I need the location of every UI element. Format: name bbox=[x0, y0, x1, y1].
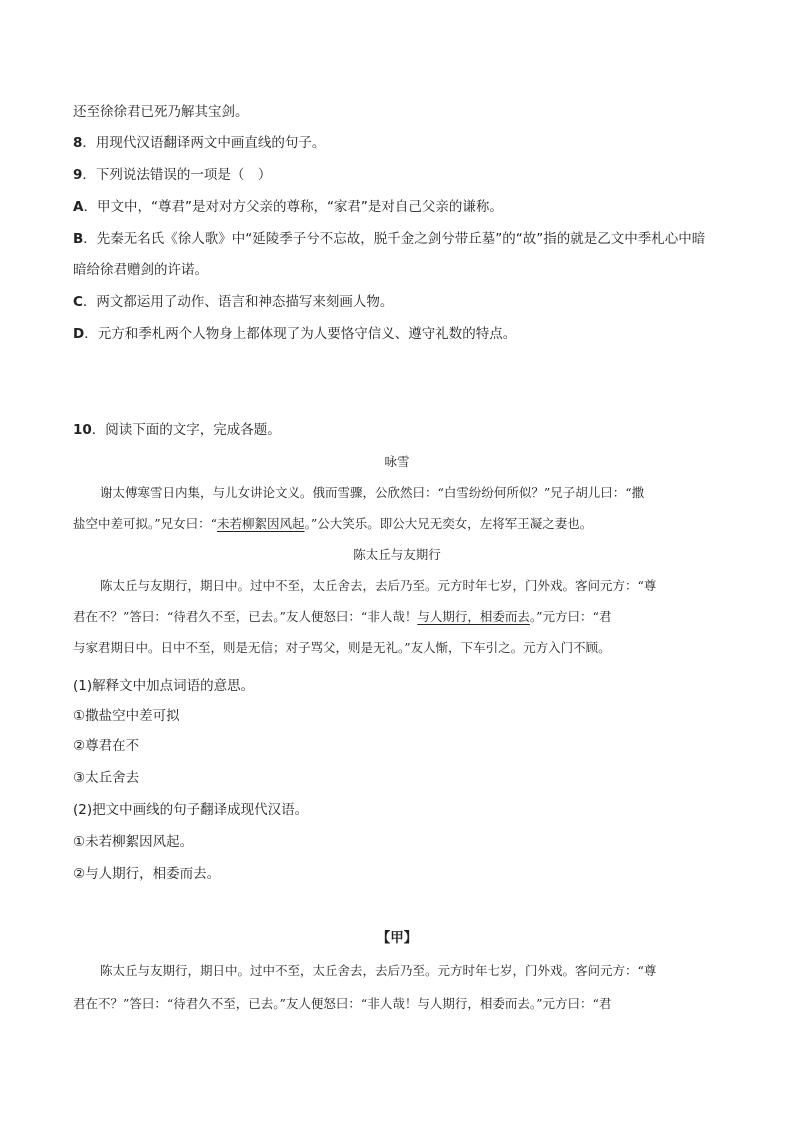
option-text: ．甲文中，“尊君”是对对方父亲的尊称，“家君”是对自己父亲的谦称。 bbox=[83, 199, 503, 215]
question-number: 8 bbox=[73, 135, 83, 151]
passage-title-chentaiqiu: 陈太丘与友期行 bbox=[353, 547, 441, 562]
option-letter: A bbox=[73, 199, 84, 215]
question-10 bbox=[73, 421, 281, 439]
underlined-sentence: 与人期行，相委而去 bbox=[417, 609, 530, 624]
sub-item: ②尊君在不 bbox=[73, 738, 140, 754]
passage-title-yongxue: 咏雪 bbox=[384, 454, 410, 469]
option-c bbox=[73, 293, 393, 311]
passage-text: 。”公大笑乐。即公大兄无奕女，左将军王凝之妻也。 bbox=[304, 516, 593, 531]
passage-line: 谢太傅寒雪日内集，与儿女讲论文义。俄而雪骤，公欣然曰：“白雪纷纷何所似？”兄子胡儿曰：“撒 bbox=[100, 485, 645, 500]
question-intro-tail: 还至徐徐君已死乃解其宝剑。 bbox=[73, 104, 249, 120]
sub-item: ③太丘舍去 bbox=[73, 770, 140, 786]
option-letter: D bbox=[73, 326, 85, 342]
question-text: ．用现代汉语翻译两文中画直线的句子。 bbox=[82, 135, 326, 151]
option-letter: B bbox=[73, 231, 84, 247]
section-heading-jia: 【甲】 bbox=[376, 930, 418, 946]
option-a bbox=[73, 198, 503, 216]
passage-line: 与家君期日中。日中不至，则是无信；对子骂父，则是无礼。”友人惭，下车引之。元方入门不顾。 bbox=[73, 640, 611, 655]
sub-item: ②与人期行，相委而去。 bbox=[73, 866, 221, 882]
passage-line: 陈太丘与友期行，期日中。过中不至，太丘舍去，去后乃至。元方时年七岁，门外戏。客问元方：“尊 bbox=[100, 963, 657, 978]
passage-line: 君在不？”答曰：“待君久不至，已去。”友人便怒曰：“非人哉！与人期行，相委而去。”元方曰：“君 bbox=[73, 996, 612, 1011]
option-letter: C bbox=[73, 294, 83, 310]
underlined-sentence: 未若柳絮因风起 bbox=[217, 516, 305, 531]
question-text: ．下列说法错误的一项是（ ） bbox=[82, 167, 272, 183]
option-text: ．元方和季札两个人物身上都体现了为人要恪守信义、遵守礼数的特点。 bbox=[84, 326, 517, 342]
question-8 bbox=[73, 134, 325, 152]
sub-item: ①撒盐空中差可拟 bbox=[73, 708, 180, 724]
question-number: 10 bbox=[73, 422, 92, 438]
passage-line bbox=[73, 515, 592, 533]
passage-text: 。”元方曰：“君 bbox=[529, 609, 612, 624]
passage-text: 盐空中差可拟。”兄女曰：“ bbox=[73, 516, 218, 531]
option-text: ．两文都运用了动作、语言和神态描写来刻画人物。 bbox=[82, 294, 394, 310]
passage-line: 陈太丘与友期行，期日中。过中不至，太丘舍去，去后乃至。元方时年七岁，门外戏。客问元方：“尊 bbox=[100, 578, 657, 593]
sub-question-2: (2)把文中画线的句子翻译成现代汉语。 bbox=[73, 802, 309, 818]
sub-question-1: (1)解释文中加点词语的意思。 bbox=[73, 678, 255, 694]
option-b-continued: 暗给徐君赠剑的许诺。 bbox=[73, 262, 208, 278]
option-d bbox=[73, 325, 516, 343]
option-text: ．先秦无名氏《徐人歌》中“延陵季子兮不忘故，脱千金之剑兮带丘墓”的“故”指的就是乙文中季札心中暗 bbox=[83, 231, 706, 247]
question-text: ．阅读下面的文字，完成各题。 bbox=[91, 422, 281, 438]
passage-line bbox=[73, 608, 611, 626]
option-b bbox=[73, 230, 705, 248]
question-9 bbox=[73, 166, 271, 184]
sub-item: ①未若柳絮因风起。 bbox=[73, 834, 194, 850]
passage-text: 君在不？”答曰：“待君久不至，已去。”友人便怒曰：“非人哉！ bbox=[73, 609, 418, 624]
question-number: 9 bbox=[73, 167, 83, 183]
